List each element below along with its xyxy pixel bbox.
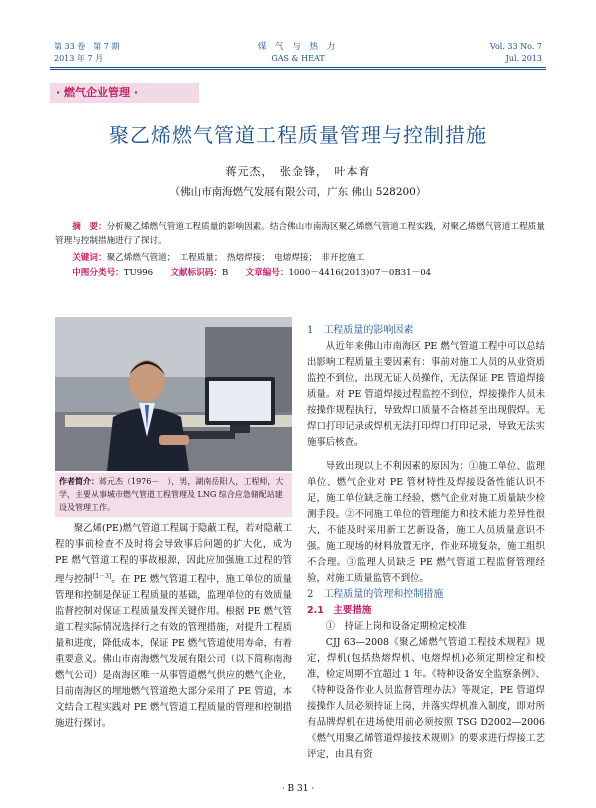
article-no-label: 文章编号： bbox=[245, 268, 289, 278]
journal-name-cn: 煤 气 与 热 力 bbox=[257, 42, 339, 52]
abstract-label: 摘 要： bbox=[72, 222, 107, 232]
article-no-value: 1000－4416(2013)07－0B31－04 bbox=[288, 268, 432, 278]
keywords-label: 关键词： bbox=[72, 253, 107, 263]
abstract-text: 分析聚乙烯燃气管道工程质量的影响因素。结合佛山市南海区聚乙烯燃气管道工程实践，对聚乙烯燃气管道工程质量管理与控制措施进行了探讨。 bbox=[55, 222, 545, 246]
abstract bbox=[55, 220, 545, 248]
issue-date-en: Jul. 2013 bbox=[505, 54, 542, 63]
doc-code-label: 文献标识码： bbox=[170, 268, 222, 278]
author-bio-label: 作者简介： bbox=[59, 476, 99, 486]
author-bio-text: 蒋元杰（1976－ ），男，湖南岳阳人，工程师，大学，主要从事城市燃气管道工程管理及 LNG 综合应急储配站建设及管理工作。 bbox=[59, 477, 284, 512]
author-photo bbox=[55, 317, 292, 471]
keywords bbox=[55, 251, 545, 265]
journal-name-en: GAS & HEAT bbox=[271, 54, 325, 63]
running-header-volume-en bbox=[490, 41, 542, 65]
volume-issue-en: Vol. 33 No. 7 bbox=[489, 42, 542, 51]
authors: 蒋元杰， 张金锋， 叶本育 bbox=[225, 165, 371, 178]
section1-paragraph-1: 从近年来佛山市南海区 PE 燃气管道工程中可以总结出影响工程质量主要因素有：事前对施工人员的从业资质监控不到位，出现无证人员操作，无法保证 PE 管道焊接质量。对 PE 管道焊接过程监控不到位，焊接操作人员未按操作规程执行，导致焊口质量不合格甚至出现假焊。无焊口打印记录或焊机无法打印焊口打印记录，导致无法实施事后核查。 bbox=[307, 341, 545, 448]
clc-value: TU996 bbox=[123, 268, 154, 278]
measure-item-1: ① 持证上岗和设备定期检定校准 bbox=[325, 621, 467, 632]
citation-ref: [1－3] bbox=[92, 573, 112, 580]
keywords-text: 聚乙烯燃气管道； 工程质量； 热熔焊接； 电熔焊接； 非开挖施工 bbox=[106, 253, 365, 263]
intro-text-end: 。在 PE 燃气管道工程中，施工单位的质量管理和控制是保证工程质量的基础，监理单位的有效质量监督控制对保证工程质量发挥关键作用。根据 PE 燃气管道工程实际情况选择行之有效的管理措施，对提升工程质量和进度，降低成本，保证 PE 燃气管道使用寿命，有着重要意义。佛山市南海燃气发展有限公司（以下简称南海燃气公司）是南海区唯一从事管道燃气供应的燃气企业，目前南海区的埋地燃气管道绝大部分采用了 PE 管道，本文结合工程实践对 PE 燃气管道工程质量的管理和控制措施进行探讨。 bbox=[55, 574, 292, 730]
page-number: · B 31 · bbox=[281, 784, 315, 794]
header-rule-thin bbox=[50, 69, 546, 70]
classification-line bbox=[55, 266, 545, 280]
section-tag: · 燃气企业管理 · bbox=[50, 83, 199, 103]
author-bio bbox=[55, 473, 292, 517]
volume-issue: 第 33 卷 第 7 期 bbox=[54, 42, 120, 51]
clc-label: 中图分类号： bbox=[72, 268, 124, 278]
intro-text: 聚乙烯(PE)燃气管道工程属于隐蔽工程，若对隐蔽工程的事前检查不及时将会导致事后问题的扩大化，成为 PE 燃气管道工程的事故根源，因此应加强施工过程的管理与控制 bbox=[55, 523, 292, 586]
left-column bbox=[55, 521, 292, 732]
affiliation: （佛山市南海燃气发展有限公司，广东 佛山 528200） bbox=[169, 186, 427, 198]
header-rule bbox=[50, 67, 546, 68]
subsection-heading-2-1: 2.1 主要措施 bbox=[307, 605, 372, 616]
doc-code-value: B bbox=[221, 268, 229, 278]
author-photo-illustration bbox=[55, 317, 292, 471]
article-title: 聚乙烯燃气管道工程质量管理与控制措施 bbox=[109, 123, 487, 147]
measure-paragraph-1: CJJ 63—2008《聚乙烯燃气管道工程技术规程》规定，焊机(包括热熔焊机、电熔焊机)必须定期检定和校准，检定周期不宜超过 1 年。《特种设备安全监察条例》、《特种设备作业人员监督管理办法》等规定，PE 管道焊接操作人员必须持证上岗，并落实焊机准入制度，即对所有品牌焊机在进场使用前必须按照 TSG D2002—2006《燃气用聚乙烯管道焊接技术规则》的要求进行焊接工艺评定，由具有资 bbox=[307, 637, 545, 760]
section-heading-2: 2 工程质量的管理和控制措施 bbox=[307, 589, 444, 600]
right-column bbox=[307, 323, 545, 763]
intro-paragraph bbox=[55, 521, 292, 732]
section-heading-1: 1 工程质量的影响因素 bbox=[307, 325, 414, 336]
section1-paragraph-2: 导致出现以上不利因素的原因为：①施工单位、监理单位、燃气企业对 PE 管材特性及焊接设备性能认识不足，施工单位缺乏施工经验，燃气企业对施工质量缺少检测手段。②不同施工单位的管理能力和技术能力差异性很大，不能及时采用新工艺新设备，施工人员质量意识不强。施工现场的材料放置无序，作业环境复杂，施工组织不合理。③监理人员缺乏 PE 燃气管道工程监督管理经验，对施工质量监管不到位。 bbox=[307, 461, 545, 584]
issue-date: 2013 年 7 月 bbox=[54, 54, 104, 63]
